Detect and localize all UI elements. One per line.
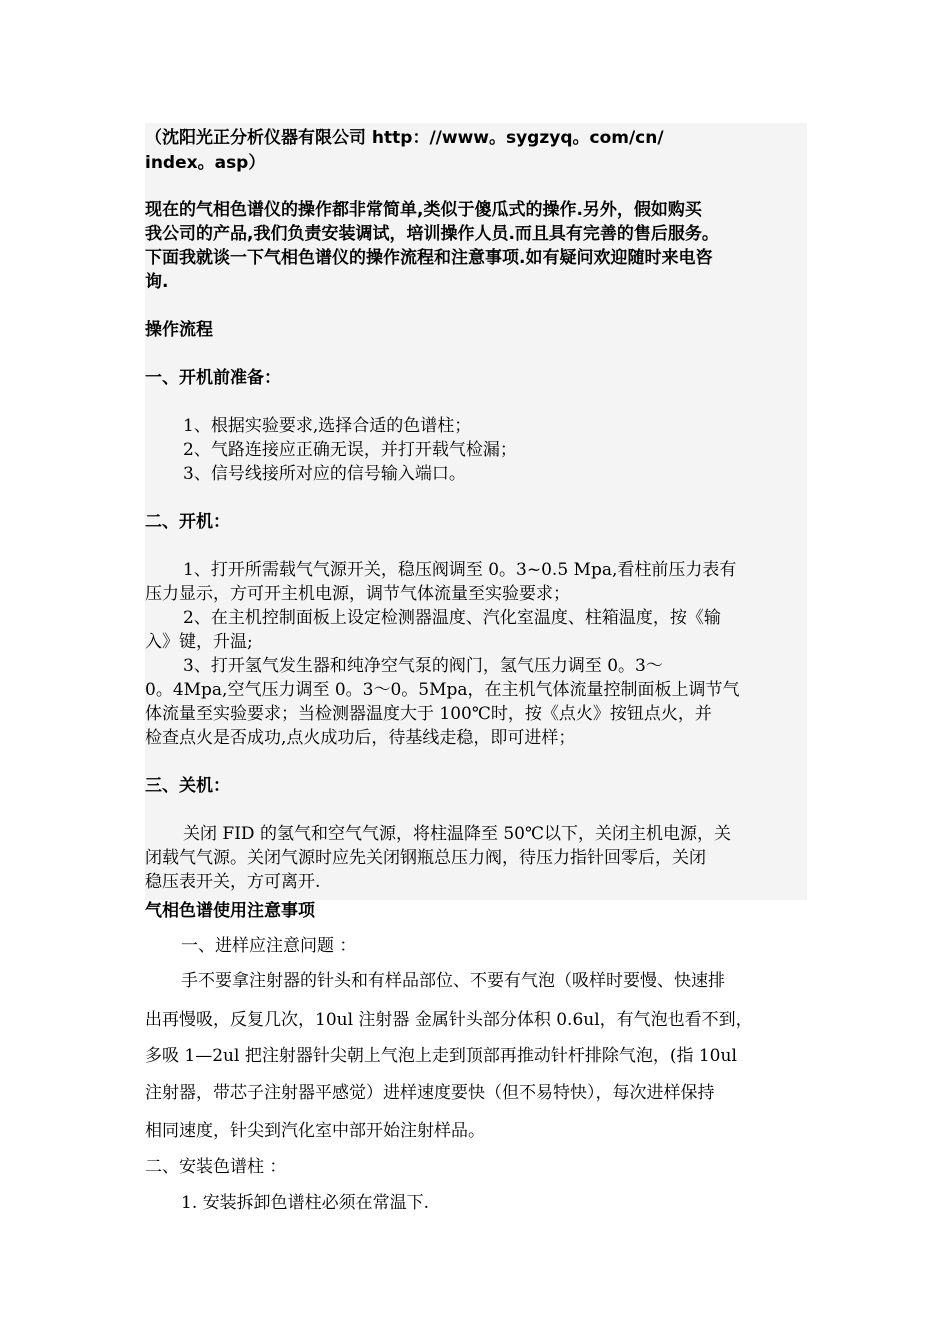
section-1-heading: 一、开机前准备： — [145, 368, 281, 388]
flow-title: 操作流程 — [145, 320, 213, 340]
section-2-line: 体流量至实验要求；当检测器温度大于 100℃时，按《点火》按钮点火，并 — [145, 704, 712, 724]
intro-line: 下面我就谈一下气相色谱仪的操作流程和注意事项.如有疑问欢迎随时来电咨 — [145, 248, 713, 268]
section-3-line: 关闭 FID 的氢气和空气气源，将柱温降至 50℃以下，关闭主机电源，关 — [183, 824, 731, 844]
section-2-line: 入》键，升温; — [145, 632, 253, 652]
notes-paragraph-line: 注射器，带芯子注射器平感觉）进样速度要快（但不易特快），每次进样保持 — [145, 1083, 715, 1103]
section-1-item: 2、气路连接应正确无误，并打开载气检漏； — [183, 440, 517, 460]
notes-title: 气相色谱使用注意事项 — [145, 901, 315, 921]
notes-subheading-1: 一、进样应注意问题 ： — [181, 936, 357, 956]
notes-paragraph-line: 多吸 1—2ul 把注射器针尖朝上气泡上走到顶部再推动针杆排除气泡，(指 10ul — [145, 1046, 737, 1066]
notes-paragraph-line: 相同速度，针尖到汽化室中部开始注射样品。 — [145, 1121, 485, 1141]
section-2-line: 2、在主机控制面板上设定检测器温度、汽化室温度、柱箱温度，按《输 — [183, 608, 721, 628]
section-2-heading: 二、开机： — [145, 512, 230, 532]
section-1-item: 1、根据实验要求,选择合适的色谱柱； — [183, 416, 472, 436]
notes-paragraph-line: 出再慢吸，反复几次，10ul 注射器 金属针头部分体积 0.6ul，有气泡也看不到， — [145, 1010, 753, 1030]
section-2-line: 3、打开氢气发生器和纯净空气泵的阀门，氢气压力调至 0。3～ — [183, 656, 663, 676]
notes-paragraph-line: 手不要拿注射器的针头和有样品部位、不要有气泡（吸样时要慢、快速排 — [181, 971, 725, 991]
intro-line: 现在的气相色谱仪的操作都非常简单,类似于傻瓜式的操作.另外，假如购买 — [145, 200, 702, 220]
intro-line: 询. — [145, 272, 169, 292]
section-3-line: 稳压表开关，方可离开. — [145, 872, 321, 892]
section-2-line: 压力显示，方可开主机电源，调节气体流量至实验要求； — [145, 584, 570, 604]
section-2-line: 检查点火是否成功,点火成功后，待基线走稳，即可进样； — [145, 728, 576, 748]
section-3-heading: 三、关机： — [145, 776, 230, 796]
section-1-item: 3、信号线接所对应的信号输入端口。 — [183, 464, 466, 484]
company-line-2: index。asp） — [145, 153, 266, 173]
notes-subheading-2: 二、安装色谱柱 ： — [145, 1157, 287, 1177]
section-2-line: 1、打开所需载气气源开关，稳压阀调至 0。3~0.5 Mpa,看柱前压力表有 — [183, 560, 737, 580]
intro-line: 我公司的产品,我们负责安装调试，培训操作人员.而且具有完善的售后服务。 — [145, 224, 719, 244]
section-3-line: 闭载气气源。关闭气源时应先关闭钢瓶总压力阀，待压力指针回零后，关闭 — [145, 848, 706, 868]
notes-item: 1. 安装拆卸色谱柱必须在常温下. — [181, 1193, 430, 1213]
company-line-1: （沈阳光正分析仪器有限公司 http：//www。sygzyq。com/cn/ — [145, 128, 664, 148]
section-2-line: 0。4Mpa,空气压力调至 0。3～0。5Mpa，在主机气体流量控制面板上调节气 — [145, 680, 740, 700]
